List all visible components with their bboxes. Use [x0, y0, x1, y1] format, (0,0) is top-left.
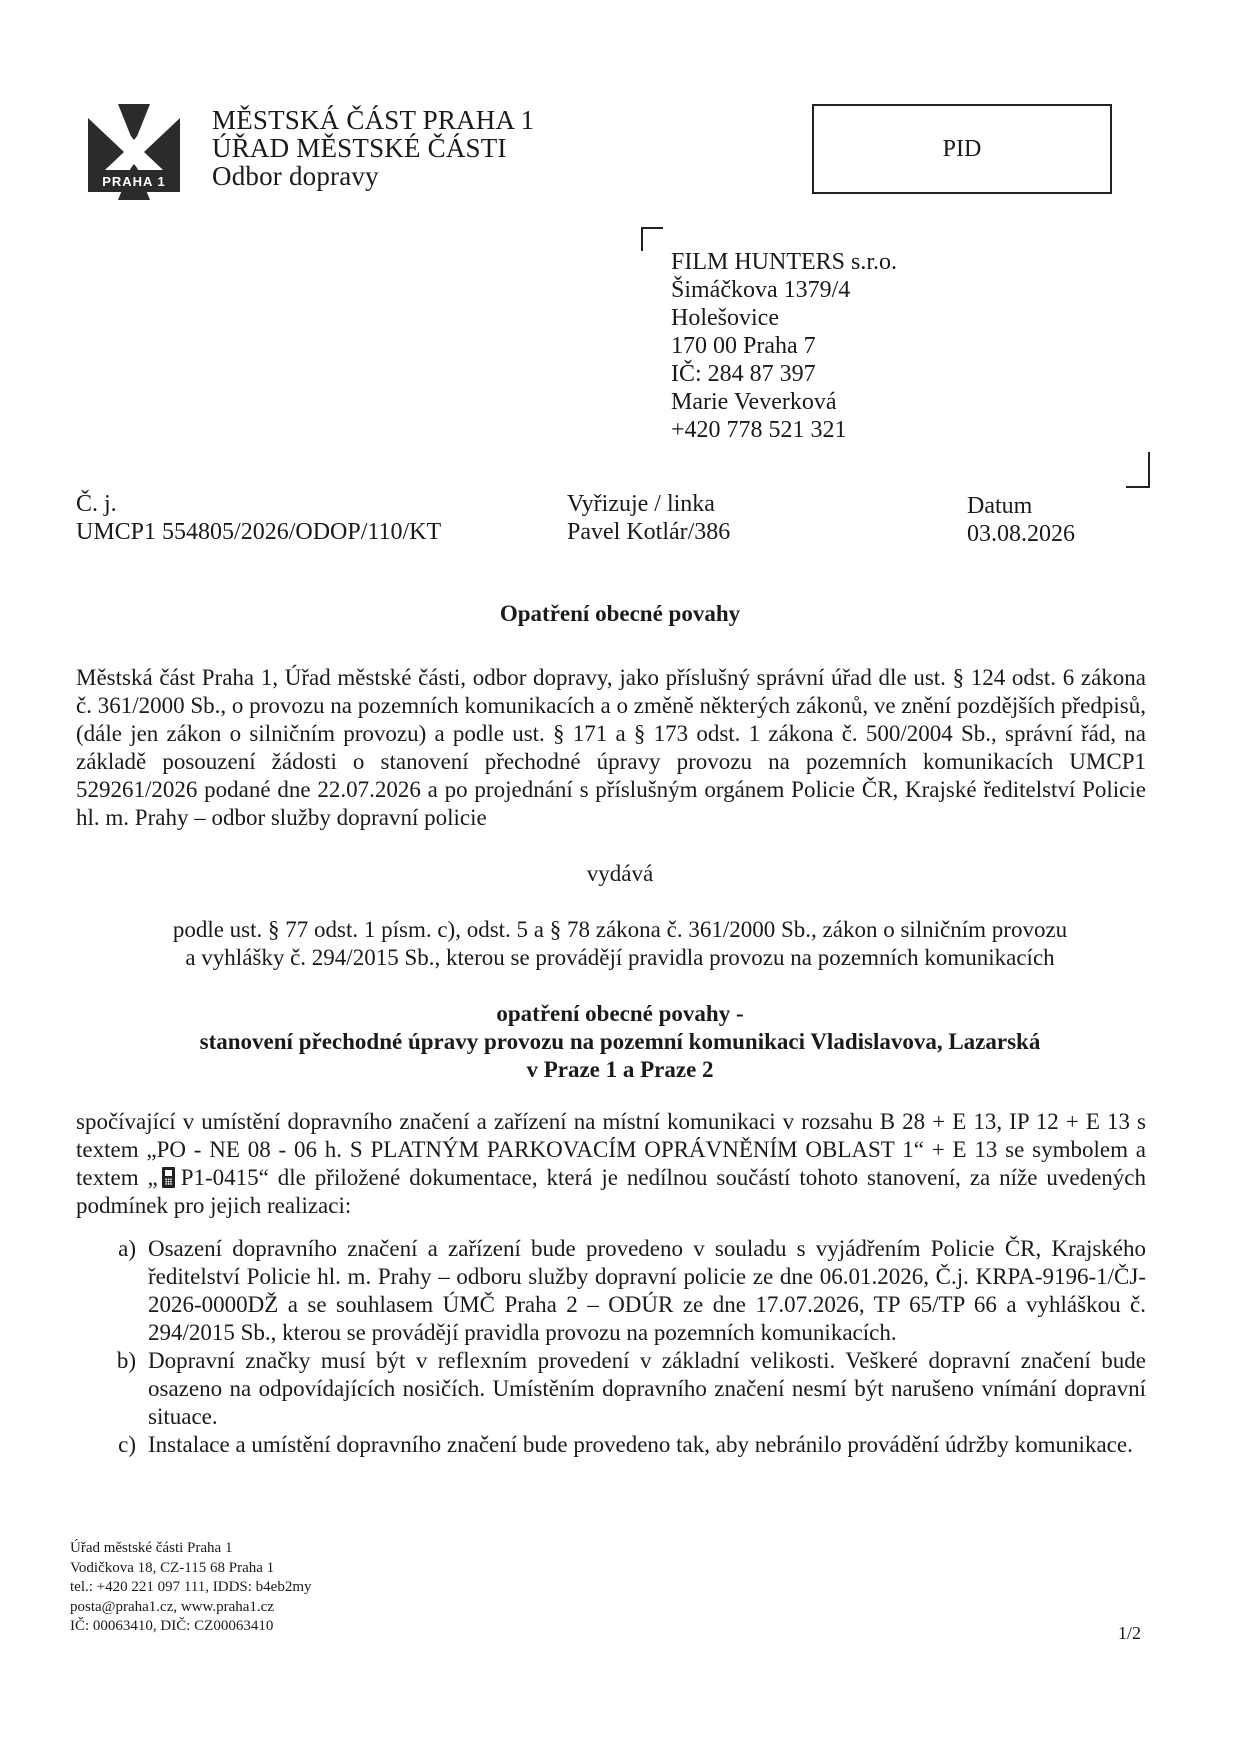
case-number-label: Č. j.: [76, 491, 117, 517]
condition-item: [76, 1235, 1146, 1347]
condition-text: Osazení dopravního značení a zařízení bude provedeno v souladu s vyjádřením Policie ČR, Krajského ředitelství Policie hl. m. Prahy – odboru služby dopravní policie ze dne 06.01.2026, Č.j. KRPA-9196-1/ČJ-2026-0000DŽ a se souhlasem ÚMČ Praha 2 – ODÚR ze dne 17.07.2026, TP 65/TP 66 a vyhláškou č. 294/2015 Sb., kterou se provádějí pravidla provozu na pozemních komunikacích.: [148, 1236, 1146, 1345]
praha1-logo: [88, 104, 180, 200]
footer-line: IČ: 00063410, DIČ: CZ00063410: [70, 1618, 274, 1634]
address-corner-top-left: [641, 227, 663, 251]
scope-paragraph: [76, 1108, 1146, 1220]
condition-item: [76, 1431, 1146, 1459]
recipient-line: 170 00 Praha 7: [671, 333, 816, 359]
document-title: Opatření obecné povahy: [499, 601, 741, 626]
condition-marker: b): [116, 1348, 136, 1373]
intro-paragraph: Městská část Praha 1, Úřad městské části, odbor dopravy, jako příslušný správní úřad dle ust. § 124 odst. 6 zákona č. 361/2000 Sb., o provozu na pozemních komunikacích a o změně některých zákonů, ve znění pozdějších předpisů, (dále jen zákon o silničním provozu) a podle ust. § 171 a § 173 odst. 1 zákona č. 500/2004 Sb., správní řád, na základě posouzení žádosti o stanovení přechodné úpravy provozu na pozemních komunikacích UMCP1 529261/2026 podané dne 22.07.2026 a po projednání s příslušným orgánem Policie ČR, Krajské ředitelství Policie hl. m. Prahy – odbor služby dopravní policie: [76, 665, 1146, 830]
date-value: 03.08.2026: [967, 521, 1075, 547]
issues-word: vydává: [586, 861, 654, 886]
decision-title-line: opatření obecné povahy -: [496, 1001, 744, 1026]
office-footer: [70, 1539, 312, 1637]
decision-title-line: stanovení přechodné úpravy provozu na pozemní komunikaci Vladislavova, Lazarská: [199, 1029, 1041, 1054]
condition-item: [76, 1347, 1146, 1431]
handler-label: Vyřizuje / linka: [567, 491, 715, 517]
legal-basis-line: a vyhlášky č. 294/2015 Sb., kterou se provádějí pravidla provozu na pozemních komunikacích: [185, 945, 1055, 970]
praha1-logo-graphic: [88, 104, 180, 200]
recipient-line: +420 778 521 321: [671, 417, 847, 443]
footer-line: Vodičkova 18, CZ-115 68 Praha 1: [70, 1559, 275, 1576]
pid-box: [812, 104, 1112, 194]
scope-text-after: P1-0415“ dle přiložené dokumentace, která je nedílnou součástí tohoto stanovení, za níže uvedených podmínek pro jejich realizaci:: [76, 1165, 1147, 1218]
pid-label: PID: [942, 135, 982, 162]
decision-title-line: v Praze 1 a Praze 2: [526, 1057, 714, 1082]
org-line: Odbor dopravy: [212, 161, 379, 191]
org-line: MĚSTSKÁ ČÁST PRAHA 1: [212, 105, 535, 135]
scope-text-before: spočívající v umístění dopravního značení a zařízení na místní komunikaci v rozsahu B 28 + E 13, IP 12 + E 13 s textem „PO - NE 08 - 06 h. S PLATNÝM PARKOVACÍM OPRÁVNĚNÍM OBLAST 1“ + E 13 se symbolem a textem „: [76, 1109, 1146, 1190]
legal-basis-line: podle ust. § 77 odst. 1 písm. c), odst. 5 a § 78 zákona č. 361/2000 Sb., zákon o silničním provozu: [172, 917, 1068, 942]
condition-text: Dopravní značky musí být v reflexním provedení v základní velikosti. Veškeré dopravní značení bude osazeno na odpovídajících nosičích. Umístěním dopravního značení nesmí být narušeno vnímání dopravní situace.: [148, 1348, 1146, 1429]
footer-line: tel.: +420 221 097 111, IDDS: b4eb2my: [70, 1579, 312, 1595]
address-corner-bottom-right: [1126, 452, 1150, 488]
condition-marker: c): [118, 1432, 136, 1457]
footer-line: posta@praha1.cz, www.praha1.cz: [70, 1598, 275, 1615]
recipient-line: FILM HUNTERS s.r.o.: [671, 249, 898, 275]
footer-line: Úřad městské části Praha 1: [70, 1540, 233, 1556]
handler-value: Pavel Kotlár/386: [567, 519, 731, 545]
organization-header: [212, 106, 534, 190]
condition-marker: a): [118, 1236, 136, 1261]
page-number: 1/2: [1118, 1623, 1142, 1643]
logo-text: PRAHA 1: [102, 174, 166, 189]
case-number-value: UMCP1 554805/2026/ODOP/110/KT: [76, 519, 442, 545]
recipient-line: IČ: 284 87 397: [671, 361, 816, 387]
date-label: Datum: [967, 493, 1033, 519]
org-line: ÚŘAD MĚSTSKÉ ČÁSTI: [212, 133, 507, 163]
parking-meter-icon: [162, 1167, 175, 1188]
recipient-line: Šimáčkova 1379/4: [671, 277, 851, 303]
recipient-line: Holešovice: [671, 305, 779, 331]
recipient-address: [671, 248, 897, 444]
conditions-list: [76, 1235, 1146, 1459]
recipient-line: Marie Veverková: [671, 389, 837, 415]
condition-text: Instalace a umístění dopravního značení bude provedeno tak, aby nebránilo provádění údržby komunikace.: [148, 1432, 1133, 1457]
